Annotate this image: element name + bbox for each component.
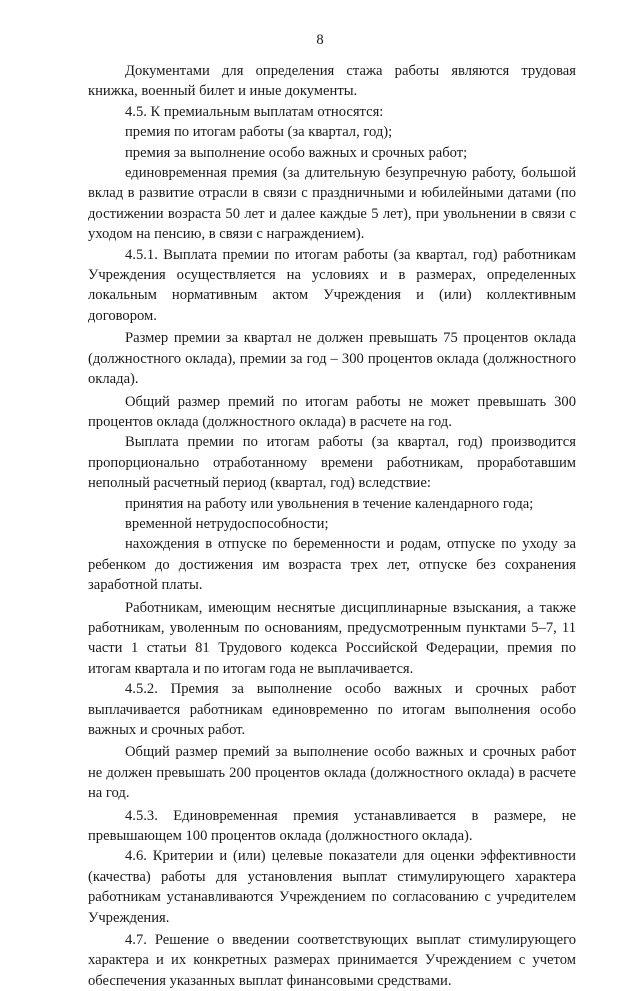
paragraph-total-bonus-limit: Общий размер премий по итогам работы не может превышать 300 процентов оклада (должностного оклада) в расчете на год. [88,393,576,430]
paragraph-4-5-1: 4.5.1. Выплата премии по итогам работы (за квартал, год) работникам Учреждения осуществляется на условиях и в размерах, определенных локальным нормативным актом Учреждения и (или) коллективным договором. [88,246,576,324]
paragraph-4-5-2: 4.5.2. Премия за выполнение особо важных и срочных работ выплачивается работникам единовременно по итогам выполнения особо важных и срочных работ. [88,681,576,738]
paragraph-urgent-work-limit: Общий размер премий за выполнение особо важных и срочных работ не должен превышать 200 процентов оклада (должностного оклада) в расчете на год. [88,744,576,802]
paragraph-stazh-documents: Документами для определения стажа работы являются трудовая книжка, военный билет и иные документы. [88,63,576,100]
list-item-maternity-leave: нахождения в отпуске по беременности и родам, отпуске по уходу за ребенком до достижения им возраста трех лет, отпуске без сохранения заработной платы. [88,536,576,594]
list-item-quarterly-annual-bonus: премия по итогам работы (за квартал, год); [125,124,393,141]
paragraph-disciplinary-exclusion: Работникам, имеющим неснятые дисциплинарные взыскания, а также работникам, уволенным по основаниям, предусмотренным пунктами 5–7, 11 части 1 статьи 81 Трудового кодекса Российской Федерации, премия по итогам квартала и по итогам года не выплачивается. [88,599,576,677]
list-item-temporary-disability: временной нетрудоспособности; [125,515,329,532]
paragraph-4-5-header: 4.5. К премиальным выплатам относятся: [125,103,384,120]
paragraph-4-5-3: 4.5.3. Единовременная премия устанавливается в размере, не превышающем 100 процентов оклада (должностного оклада). [88,807,576,845]
document-body [88,61,576,991]
paragraph-proportional-payment: Выплата премии по итогам работы (за квартал, год) производится пропорционально отработанному времени работникам, проработавшим неполный расчетный период (квартал, год) вследствие: [88,434,576,492]
paragraph-4-7: 4.7. Решение о введении соответствующих выплат стимулирующего характера и их конкретных размерах принимается Учреждением с учетом обеспечения указанных выплат финансовыми средствами. [88,932,576,989]
list-item-urgent-work-bonus: премия за выполнение особо важных и срочных работ; [125,144,468,161]
page-number: 8 [316,32,324,48]
paragraph-bonus-size-limit: Размер премии за квартал не должен превышать 75 процентов оклада (должностного оклада), премии за год – 300 процентов оклада (должностного оклада). [88,330,576,388]
list-item-hiring-dismissal: принятия на работу или увольнения в течение календарного года; [125,495,534,512]
paragraph-4-6: 4.6. Критерии и (или) целевые показатели для оценки эффективности (качества) работы для установления выплат стимулирующего характера работникам устанавливаются Учреждением по согласованию с учредителем Учреждения. [88,848,576,926]
list-item-one-time-bonus: единовременная премия (за длительную безупречную работу, большой вклад в развитие отрасли в связи с праздничными и юбилейными датами (по достижении возраста 50 лет и далее каждые 5 лет), при увольнении в связи с уходом на пенсию, в связи с награждением). [88,165,576,243]
